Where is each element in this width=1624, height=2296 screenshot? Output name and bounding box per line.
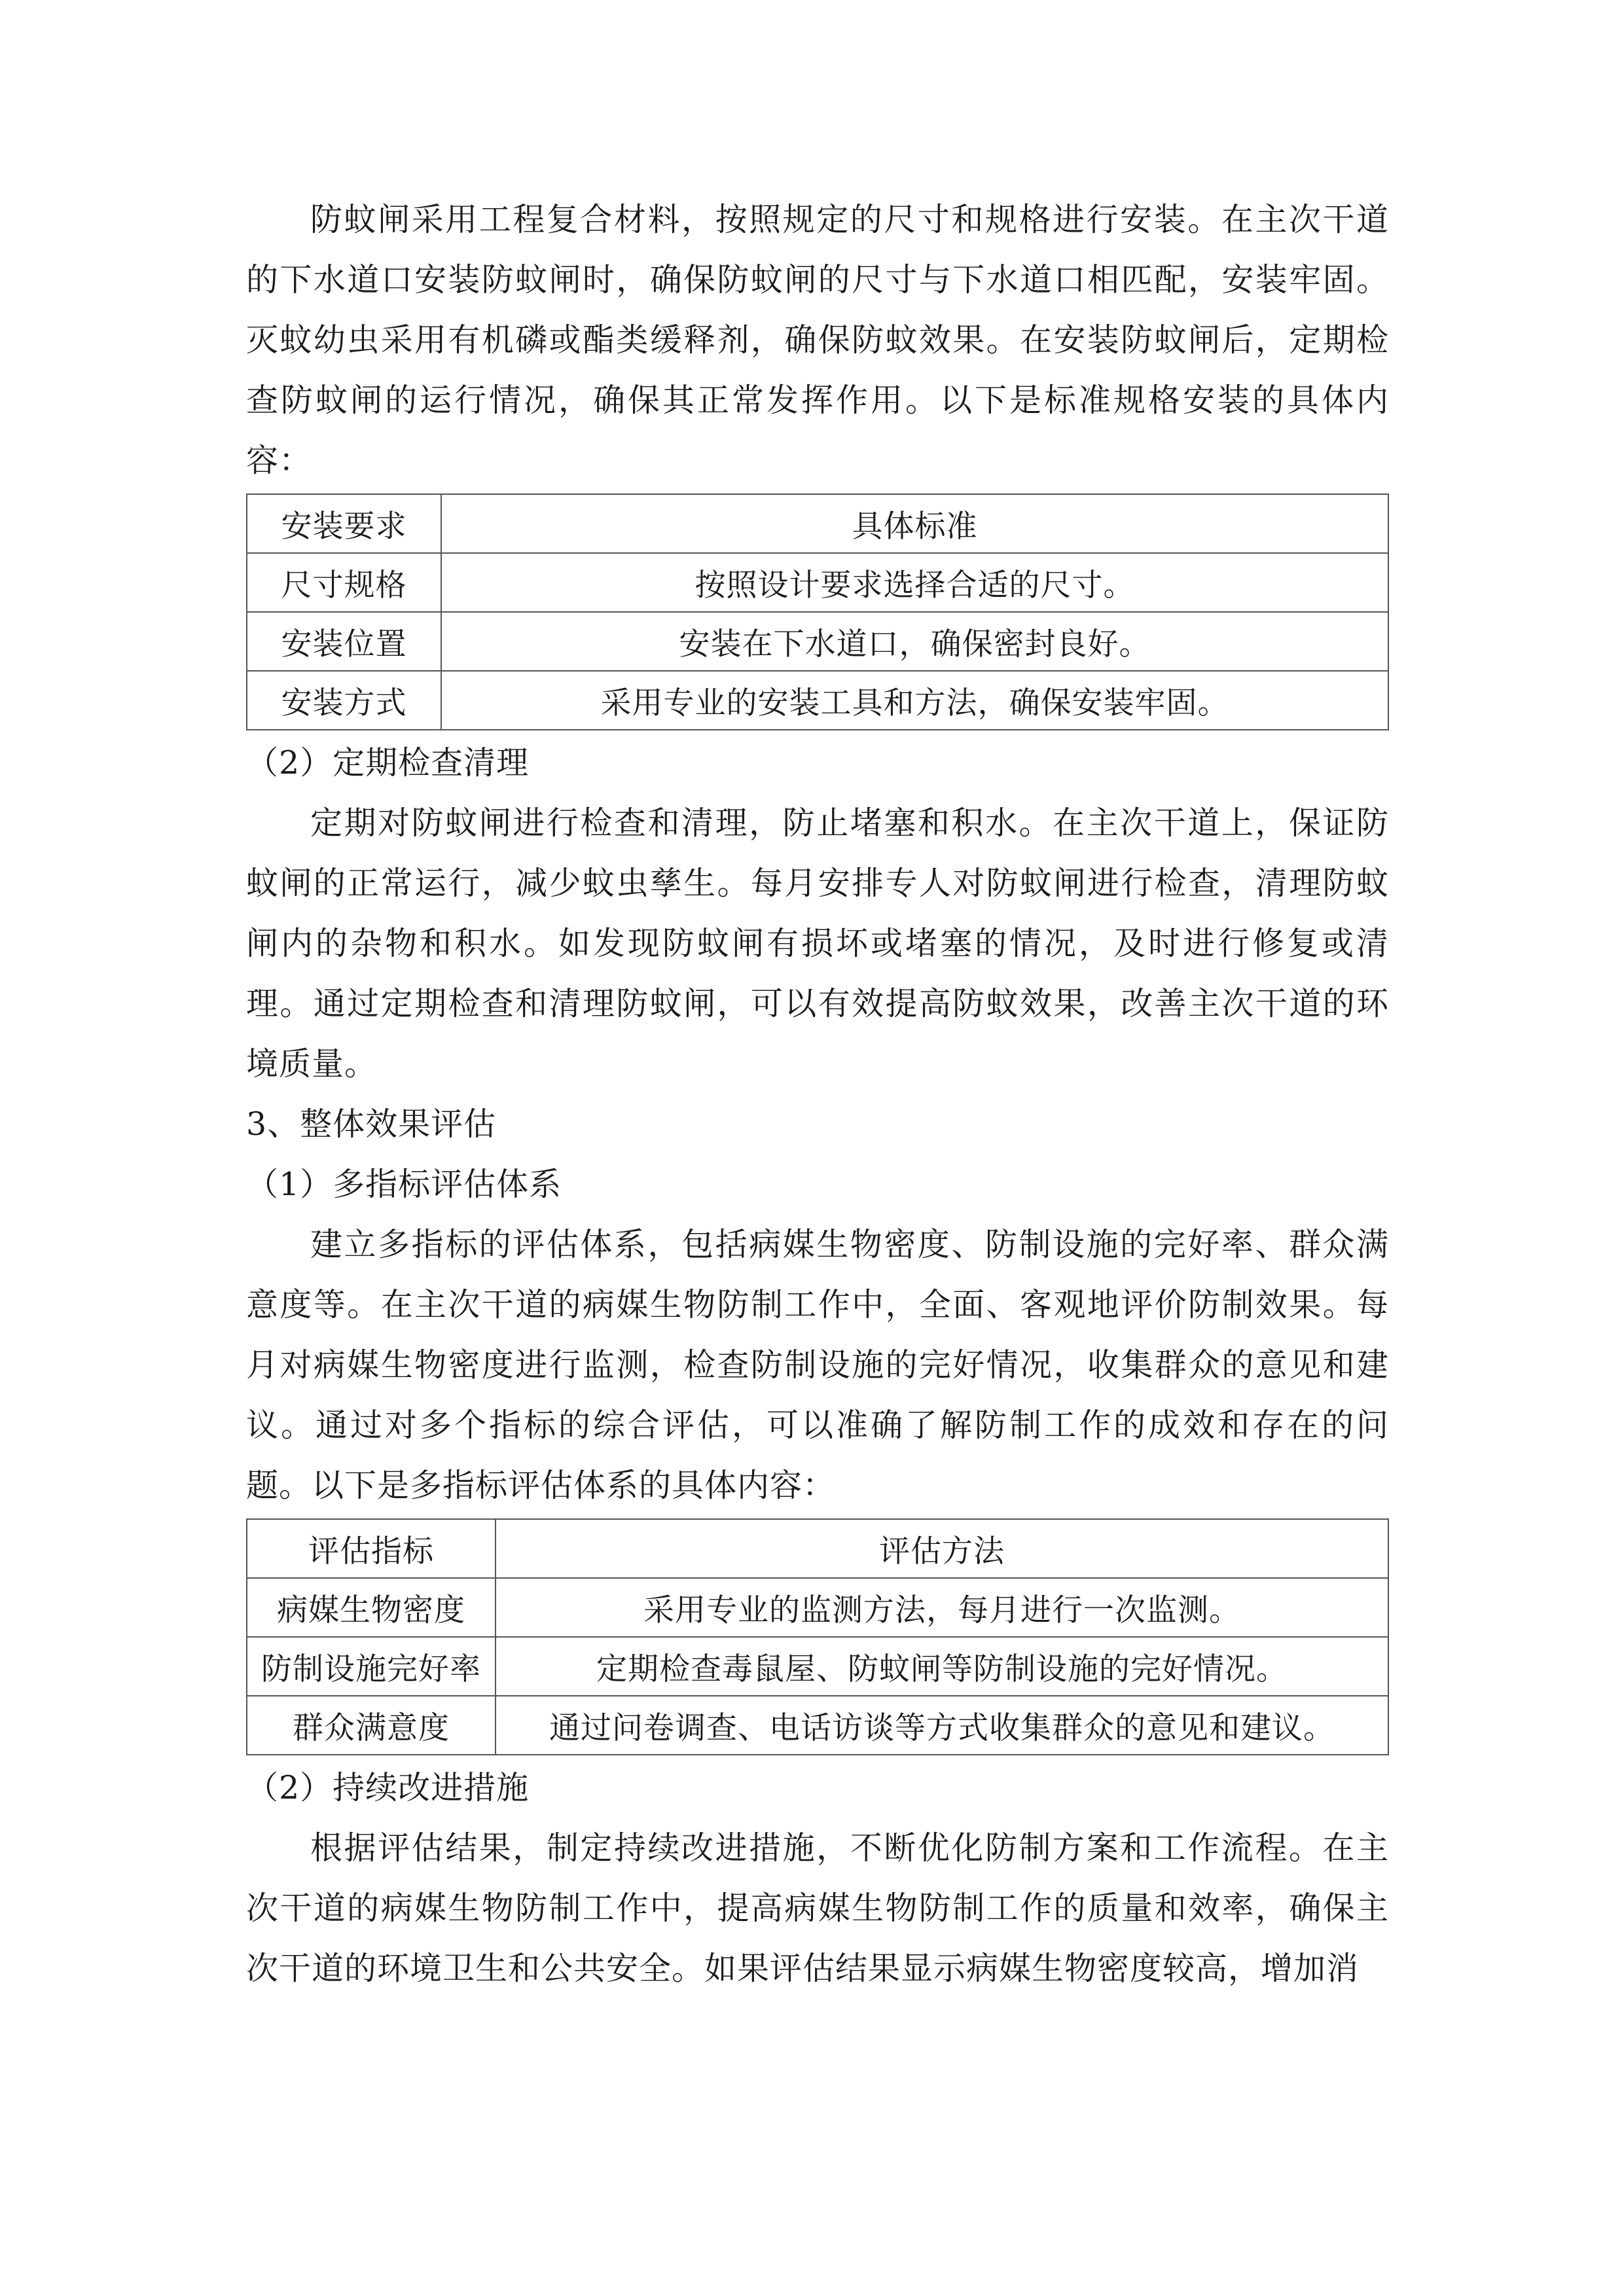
table-header-cell: 评估方法 [496, 1519, 1388, 1578]
heading-overall-evaluation: 3、整体效果评估 [246, 1105, 497, 1143]
table-cell: 病媒生物密度 [247, 1578, 496, 1637]
paragraph-multi-indicator: 建立多指标的评估体系，包括病媒生物密度、防制设施的完好率、群众满意度等。在主次干道的病媒生物防制工作中，全面、客观地评价防制效果。每月对病媒生物密度进行监测，检查防制设施的完好情况，收集群众的意见和建议。通过对多个指标的综合评估，可以准确了解防制工作的成效和存在的问题。以下是多指标评估体系的具体内容： [246, 1226, 1389, 1504]
table-row [247, 1578, 1388, 1637]
table-row [247, 1637, 1388, 1696]
table-cell: 采用专业的安装工具和方法，确保安装牢固。 [441, 671, 1388, 730]
paragraph-continuous-improvement: 根据评估结果，制定持续改进措施，不断优化防制方案和工作流程。在主次干道的病媒生物防制工作中，提高病媒生物防制工作的质量和效率，确保主次干道的环境卫生和公共安全。如果评估结果显示病媒生物密度较高，增加消 [246, 1829, 1389, 1987]
table-cell: 安装位置 [247, 612, 441, 671]
table-cell: 安装在下水道口，确保密封良好。 [441, 612, 1388, 671]
installation-standards-table [246, 493, 1389, 730]
table-header-cell: 具体标准 [441, 494, 1388, 553]
table-row [247, 671, 1388, 730]
table-cell: 采用专业的监测方法，每月进行一次监测。 [496, 1578, 1388, 1637]
table-cell: 通过问卷调查、电话访谈等方式收集群众的意见和建议。 [496, 1696, 1388, 1755]
table-cell: 定期检查毒鼠屋、防蚊闸等防制设施的完好情况。 [496, 1637, 1388, 1696]
table-header-cell: 评估指标 [247, 1519, 496, 1578]
table-cell: 按照设计要求选择合适的尺寸。 [441, 553, 1388, 612]
table-cell: 防制设施完好率 [247, 1637, 496, 1696]
table-cell: 安装方式 [247, 671, 441, 730]
table-row [247, 1696, 1388, 1755]
evaluation-indicators-table [246, 1518, 1389, 1755]
table-header-row [247, 494, 1388, 553]
table-row [247, 553, 1388, 612]
table-header-cell: 安装要求 [247, 494, 441, 553]
heading-multi-indicator: （1）多指标评估体系 [246, 1166, 562, 1203]
table-cell: 尺寸规格 [247, 553, 441, 612]
heading-regular-check: （2）定期检查清理 [246, 744, 530, 781]
paragraph-mosquito-gate-installation: 防蚊闸采用工程复合材料，按照规定的尺寸和规格进行安装。在主次干道的下水道口安装防蚊闸时，确保防蚊闸的尺寸与下水道口相匹配，安装牢固。灭蚊幼虫采用有机磷或酯类缓释剂，确保防蚊效果。在安装防蚊闸后，定期检查防蚊闸的运行情况，确保其正常发挥作用。以下是标准规格安装的具体内容： [246, 201, 1389, 479]
table-cell: 群众满意度 [247, 1696, 496, 1755]
paragraph-regular-check: 定期对防蚊闸进行检查和清理，防止堵塞和积水。在主次干道上，保证防蚊闸的正常运行，减少蚊虫孳生。每月安排专人对防蚊闸进行检查，清理防蚊闸内的杂物和积水。如发现防蚊闸有损坏或堵塞的情况，及时进行修复或清理。通过定期检查和清理防蚊闸，可以有效提高防蚊效果，改善主次干道的环境质量。 [246, 804, 1389, 1083]
heading-continuous-improvement: （2）持续改进措施 [246, 1769, 530, 1806]
document-page [246, 190, 1389, 1999]
table-row [247, 612, 1388, 671]
table-header-row [247, 1519, 1388, 1578]
